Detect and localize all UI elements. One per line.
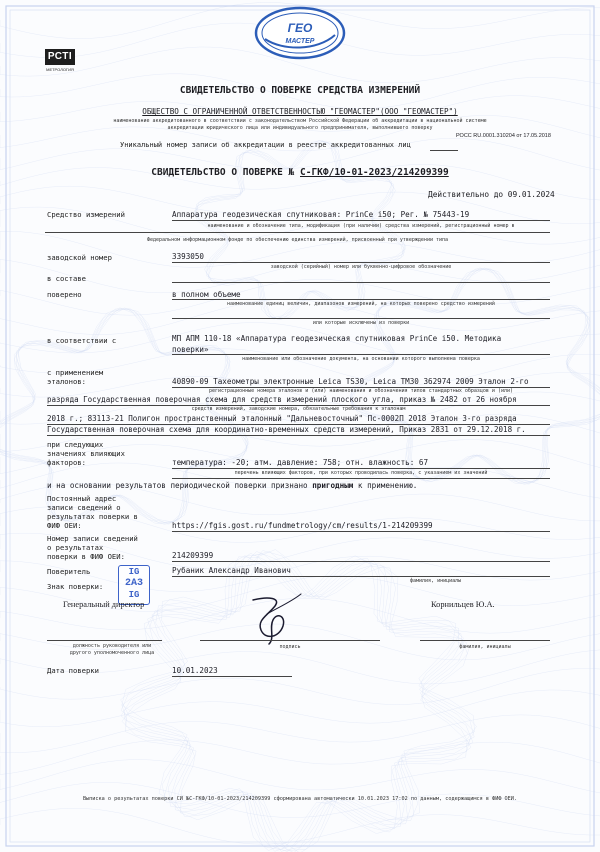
- mark-line-3: IG: [128, 590, 140, 600]
- accordance-value-2: поверки»: [172, 345, 209, 354]
- serial-label: заводской номер: [47, 253, 112, 262]
- composition-underline: [172, 282, 550, 283]
- geomaster-logo: [253, 5, 347, 61]
- director-signature: [243, 590, 313, 646]
- organization-name: ОБЩЕСТВО С ОГРАНИЧЕННОЙ ОТВЕТСТВЕННОСТЬЮ "ГЕОМАСТЕР"(ООО "ГЕОМАСТЕР"): [142, 107, 458, 116]
- standards-label-2: эталонов:: [47, 377, 86, 386]
- rcti-metrology-logo: РСТI МЕТРОЛОГИЯ: [46, 51, 74, 72]
- verifier-caption: фамилия, инициалы: [410, 578, 462, 584]
- document-title: СВИДЕТЕЛЬСТВО О ПОВЕРКЕ СРЕДСТВА ИЗМЕРЕНИЙ: [179, 85, 421, 96]
- verified-caption: наименование единиц величин, диапазонов измерений, на которых поверено средство измерений: [227, 301, 495, 307]
- accordance-caption: наименование или обозначение документа, на основании которого выполнена поверка: [242, 356, 480, 362]
- date-value: 10.01.2023: [172, 666, 218, 675]
- conclusion-suffix: к применению.: [357, 481, 418, 490]
- address-underline: [172, 531, 550, 532]
- verifier-underline: [172, 576, 550, 577]
- certificate-number-line: [0, 168, 600, 178]
- composition-label: в составе: [47, 274, 86, 283]
- factors-underline-1: [172, 468, 550, 469]
- standards-line-3: 2018 г.; 83113-21 Полигон пространственный эталонный "Дальневосточный" Пс-0002П 2018 Эталон 3-го разряда: [47, 414, 517, 423]
- serial-value: 3393050: [172, 252, 205, 261]
- accordance-underline: [172, 354, 550, 355]
- factors-value: температура: -20; атм. давление: 758; отн. влажность: 67: [172, 458, 429, 467]
- director-caption-2: другого уполномоченного лица: [69, 650, 155, 656]
- record-label-2: о результатах: [47, 543, 104, 552]
- record-underline: [172, 561, 550, 562]
- conclusion-status: пригодным: [312, 481, 354, 490]
- excluded-caption: или которые исключены из поверки: [312, 320, 410, 326]
- excluded-underline: [172, 318, 550, 319]
- signature-underline: [200, 640, 380, 641]
- verified-label: поверено: [47, 290, 82, 299]
- svg-text:МАСТЕР: МАСТЕР: [285, 38, 315, 45]
- standards-line-2: разряда Государственная поверочная схема для средств измерений плоского угла, приказ № 2482 от 26 ноября: [47, 395, 517, 404]
- certificate-number-label: СВИДЕТЕЛЬСТВО О ПОВЕРКЕ №: [151, 167, 295, 178]
- director-title: Генеральный директор: [63, 600, 145, 609]
- accreditation-reference: РОСС RU.0001.310204 от 17.05.2018: [456, 133, 551, 139]
- record-value: 214209399: [172, 551, 214, 560]
- director-name: Корнильцев Ю.А.: [431, 600, 495, 609]
- factors-label-3: факторов:: [47, 458, 86, 467]
- verifier-value: Рубаник Александр Иванович: [172, 566, 291, 575]
- standards-line-1: 40890-09 Тахеометры электронные Leica TS30, Leica TM30 362974 2009 Эталон 2-го: [172, 377, 529, 386]
- mark-line-2: 2A3: [124, 578, 143, 589]
- instrument-underline: [172, 220, 550, 221]
- address-label-1: Постоянный адрес: [47, 494, 117, 503]
- mark-label: Знак поверки:: [47, 582, 104, 591]
- accordance-label: в соответствии с: [47, 336, 117, 345]
- serial-underline: [172, 262, 550, 263]
- standards-caption-2: средств измерений, заводские номера, обязательные требования к эталонам: [191, 406, 406, 412]
- registry-label: Уникальный номер записи об аккредитации в реестре аккредитованных лиц: [120, 141, 411, 149]
- date-underline: [172, 676, 292, 677]
- registry-underline: [430, 150, 458, 151]
- organization-caption-2: аккредитации юридического лица или индивидуального предпринимателя, выполнившего поверку: [167, 125, 433, 131]
- results-url-link[interactable]: https://fgis.gost.ru/fundmetrology/cm/results/1-214209399: [172, 521, 433, 530]
- accordance-value-1: МП АПМ 110-18 «Аппаратура геодезическая спутниковая PrinCe i50. Методика: [172, 334, 502, 343]
- address-label-2: записи сведений о: [47, 503, 121, 512]
- valid-until: Действительно до 09.01.2024: [428, 190, 555, 199]
- signature-caption: подпись: [279, 644, 301, 650]
- standards-line-4: Государственная поверочная схема для координатно-временных средств измерений, Приказ 2831 от 29.12.2018 г.: [47, 425, 526, 434]
- standards-label-1: с применением: [47, 368, 104, 377]
- standards-caption-1: регистрационные номера эталонов и (или) наименования и обозначения типов стандартных образцов и (или): [208, 388, 514, 394]
- verifier-label: Поверитель: [47, 567, 91, 576]
- mark-line-1: IG: [128, 567, 140, 577]
- verification-mark-stamp: [118, 565, 150, 605]
- instrument-label: Средство измерений: [47, 210, 125, 219]
- director-caption-1: должность руководителя или: [72, 643, 152, 649]
- address-label-4: ФИФ ОЕИ:: [47, 521, 82, 530]
- director-name-underline: [420, 640, 550, 641]
- factors-underline-2: [172, 478, 550, 479]
- director-name-caption: фамилия, инициалы: [459, 644, 511, 650]
- factors-label-2: значениях влияющих: [47, 449, 125, 458]
- record-label-3: поверки в ФИФ ОЕИ:: [47, 552, 125, 561]
- fund-caption: Федеральном информационном фонде по обеспечению единства измерений, присвоенный при утверждении типа: [146, 237, 449, 243]
- verified-value: в полном объеме: [172, 290, 241, 299]
- instrument-value: Аппаратура геодезическая спутниковая: PrinCe i50; Рег. № 75443-19: [172, 210, 470, 219]
- serial-caption: заводской (серийный) номер или буквенно-цифровое обозначение: [270, 264, 452, 270]
- standards-underline-4: [47, 435, 550, 436]
- address-label-3: результатах поверки в: [47, 512, 138, 521]
- date-label: Дата поверки: [47, 666, 99, 675]
- svg-text:ГЕО: ГЕО: [287, 21, 313, 35]
- instrument-caption: наименование и обозначение типа, модификация (при наличии) средства измерений, регистрационный номер в: [207, 223, 515, 229]
- footer-text: Выписка о результатах поверки СИ №С-ГКФ/10-01-2023/214209399 сформирована автоматически 10.01.2023 17:02 по данным, содержащимся в ФИФ ОЕИ.: [82, 796, 518, 802]
- conclusion-prefix: и на основании результатов периодической поверки признано: [47, 481, 308, 490]
- certificate-number: С-ГКФ/10-01-2023/214209399: [300, 167, 449, 178]
- record-label-1: Номер записи сведений: [47, 534, 138, 543]
- organization-caption-1: наименование аккредитованного в соответствии с законодательством Российской Федерации об аккредитации в национальной системе: [113, 118, 487, 124]
- conclusion-line: [47, 482, 417, 490]
- fund-underline: [45, 232, 550, 233]
- factors-caption: перечень влияющих факторов, при которых проводилась поверка, с указанием их значений: [234, 470, 488, 476]
- factors-label-1: при следующих: [47, 440, 104, 449]
- director-position-underline: [47, 640, 162, 641]
- verified-underline: [172, 299, 550, 300]
